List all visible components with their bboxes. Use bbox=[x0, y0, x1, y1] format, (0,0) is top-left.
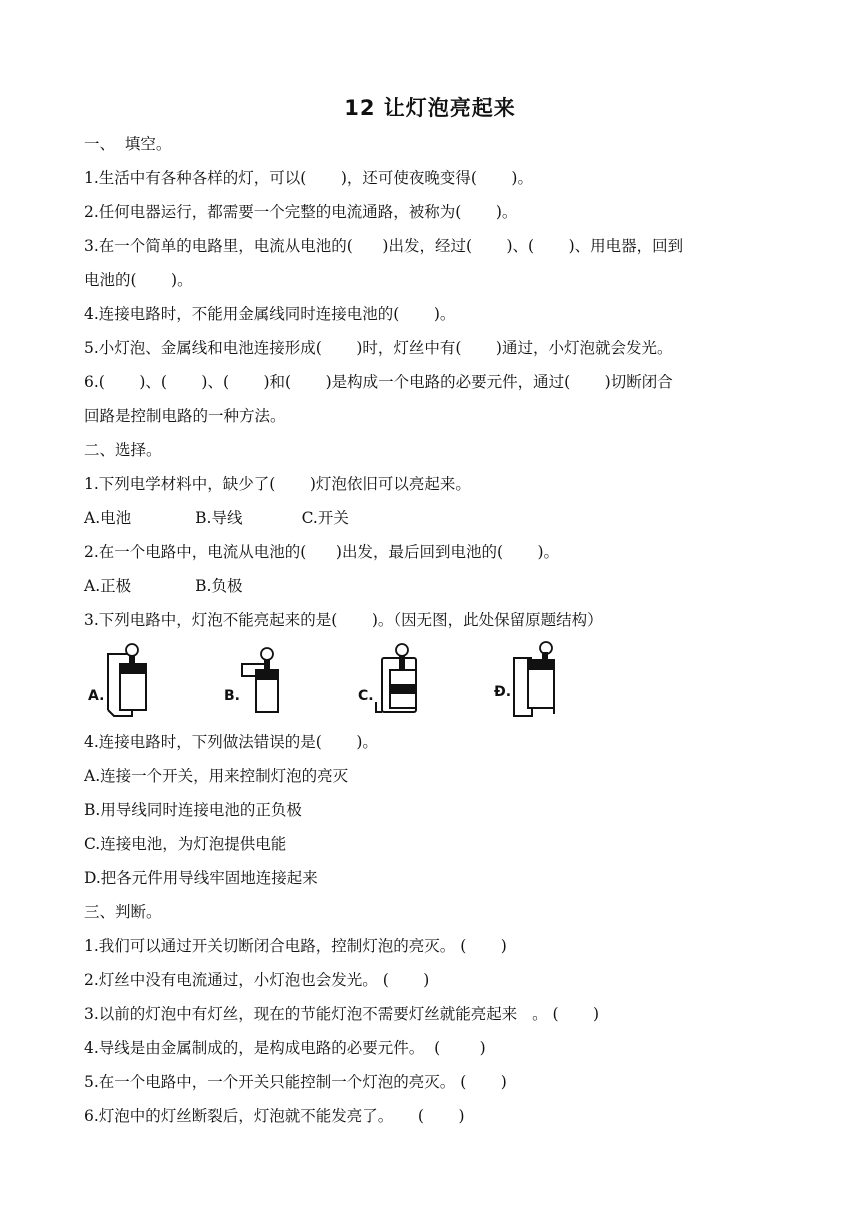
judge-question-3: 3.以前的灯泡中有灯丝，现在的节能灯泡不需要灯丝就能亮起来 。 ( ) bbox=[84, 1005, 600, 1023]
page-title: 12 让灯泡亮起来 bbox=[344, 96, 516, 120]
circuit-figure-c bbox=[356, 640, 446, 718]
circuit-d-icon bbox=[492, 640, 582, 718]
fill-question-3-line-2: 电池的( )。 bbox=[84, 271, 193, 289]
fill-question-4: 4.连接电路时，不能用金属线同时连接电池的( )。 bbox=[84, 305, 456, 323]
choice-question-1-options: A.电池 B.导线 C.开关 bbox=[84, 509, 349, 527]
circuit-figure-b-label: B. bbox=[224, 688, 240, 704]
fill-question-3-line-1: 3.在一个简单的电路里，电流从电池的( )出发，经过( )、( )、用电器，回到 bbox=[84, 237, 684, 255]
circuit-figures bbox=[84, 640, 604, 720]
choice-question-4-option-a: A.连接一个开关，用来控制灯泡的亮灭 bbox=[84, 767, 349, 785]
fill-question-1: 1.生活中有各种各样的灯，可以( )，还可使夜晚变得( )。 bbox=[84, 169, 533, 187]
judge-question-5: 5.在一个电路中，一个开关只能控制一个灯泡的亮灭。 ( ) bbox=[84, 1073, 507, 1091]
fill-question-5: 5.小灯泡、金属线和电池连接形成( )时，灯丝中有( )通过，小灯泡就会发光。 bbox=[84, 339, 673, 357]
judge-question-2: 2.灯丝中没有电流通过，小灯泡也会发光。 ( ) bbox=[84, 971, 430, 989]
circuit-figure-a-label: A. bbox=[88, 688, 105, 704]
judge-question-6: 6.灯泡中的灯丝断裂后，灯泡就不能发亮了。 ( ) bbox=[84, 1107, 465, 1125]
choice-question-4-option-c: C.连接电池，为灯泡提供电能 bbox=[84, 835, 287, 853]
choice-question-2-options: A.正极 B.负极 bbox=[84, 577, 243, 595]
choice-question-4-option-d: D.把各元件用导线牢固地连接起来 bbox=[84, 869, 318, 887]
circuit-figure-a bbox=[84, 640, 174, 718]
judge-question-1: 1.我们可以通过开关切断闭合电路，控制灯泡的亮灭。 ( ) bbox=[84, 937, 507, 955]
circuit-c-icon bbox=[356, 640, 446, 718]
choice-question-2: 2.在一个电路中，电流从电池的( )出发，最后回到电池的( )。 bbox=[84, 543, 560, 561]
choice-question-1: 1.下列电学材料中，缺少了( )灯泡依旧可以亮起来。 bbox=[84, 475, 471, 493]
fill-question-6-line-1: 6.( )、( )、( )和( )是构成一个电路的必要元件，通过( )切断闭合 bbox=[84, 373, 673, 391]
fill-question-6-line-2: 回路是控制电路的一种方法。 bbox=[84, 407, 286, 425]
choice-question-4: 4.连接电路时，下列做法错误的是( )。 bbox=[84, 733, 378, 751]
choice-question-3: 3.下列电路中，灯泡不能亮起来的是( )。（因无图，此处保留原题结构） bbox=[84, 611, 603, 629]
circuit-figure-d-label: Đ. bbox=[494, 684, 512, 700]
section-2-heading: 二、选择。 bbox=[84, 441, 162, 459]
circuit-figure-b bbox=[222, 640, 302, 718]
circuit-a-icon bbox=[84, 640, 174, 718]
section-3-heading: 三、判断。 bbox=[84, 903, 162, 921]
choice-question-4-option-b: B.用导线同时连接电池的正负极 bbox=[84, 801, 302, 819]
section-1-heading: 一、 填空。 bbox=[84, 135, 172, 153]
circuit-figure-d bbox=[492, 640, 582, 718]
judge-question-4: 4.导线是由金属制成的，是构成电路的必要元件。 ( ) bbox=[84, 1039, 486, 1057]
fill-question-2: 2.任何电器运行，都需要一个完整的电流通路，被称为( )。 bbox=[84, 203, 518, 221]
circuit-figure-c-label: C. bbox=[358, 688, 374, 704]
circuit-b-icon bbox=[222, 640, 302, 718]
